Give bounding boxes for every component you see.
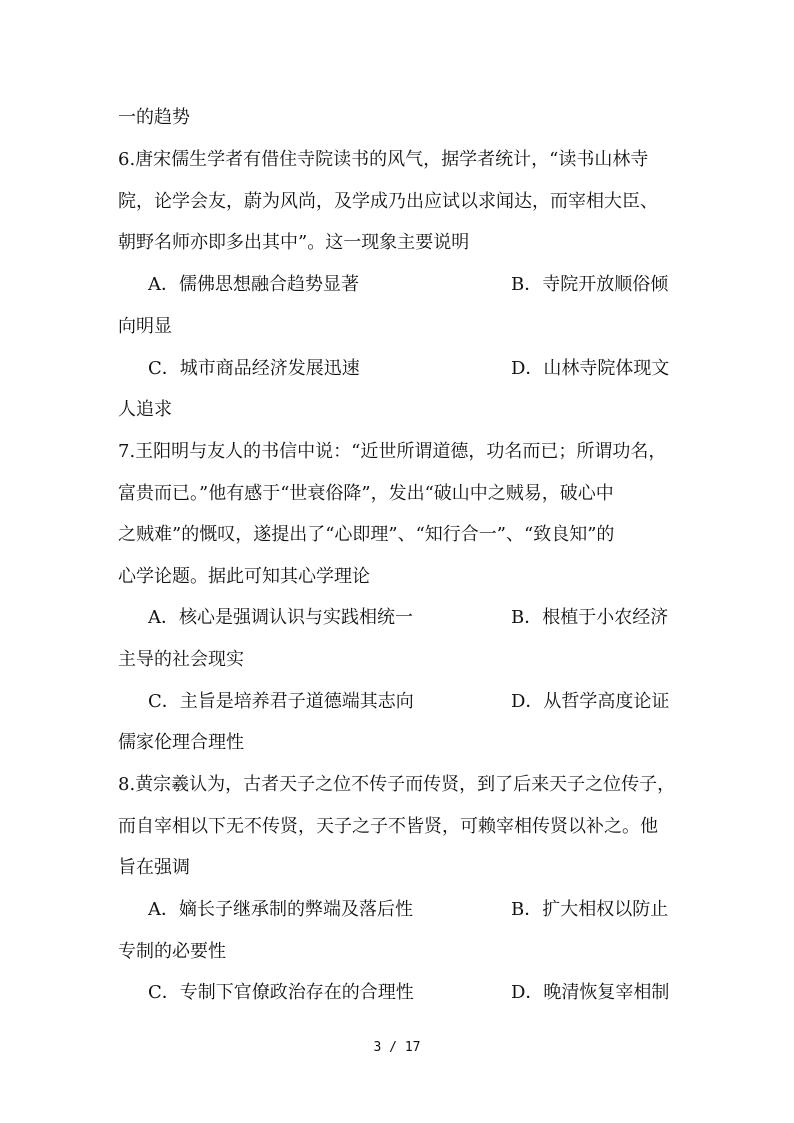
q7-option-b-continued: 主导的社会现实 [118, 649, 244, 670]
q6-option-d: D．山林寺院体现文 [511, 358, 670, 379]
question-6-stem: 朝野名师亦即多出其中”。这一现象主要说明 [118, 232, 470, 253]
page-number: 3 / 17 [373, 1040, 421, 1055]
question-8-stem: 而自宰相以下无不传贤，天子之子不皆贤，可赖宰相传贤以补之。他 [118, 816, 658, 837]
q6-option-b: B．寺院开放顺俗倾 [511, 274, 669, 295]
question-7-stem: 心学论题。据此可知其心学理论 [118, 566, 370, 587]
question-8-stem: 8.黄宗羲认为，古者天子之位不传子而传贤，到了后来天子之位传子， [118, 774, 676, 795]
question-7-stem: 富贵而已。”他有感于“世衰俗降”，发出“破山中之贼易，破心中 [118, 483, 614, 504]
question-8-stem: 旨在强调 [118, 857, 190, 878]
question-6-stem: 院，论学会友，蔚为风尚，及学成乃出应试以求闻达，而宰相大臣、 [118, 191, 658, 212]
q8-option-d: D．晚清恢复宰相制 [511, 982, 670, 1003]
q6-option-a: A．儒佛思想融合趋势显著 [148, 274, 359, 295]
q6-option-b-continued: 向明显 [118, 316, 172, 337]
question-6-stem: 6.唐宋儒生学者有借住寺院读书的风气，据学者统计，“读书山林寺 [118, 149, 649, 170]
q7-option-d-continued: 儒家伦理合理性 [118, 732, 244, 753]
q7-option-a: A．核心是强调认识与实践相统一 [148, 607, 413, 628]
question-7-stem: 之贼难”的慨叹，遂提出了“心即理”、“知行合一”、“致良知”的 [118, 524, 615, 545]
q7-option-c: C．主旨是培养君子道德端其志向 [148, 691, 414, 712]
q8-option-a: A．嫡长子继承制的弊端及落后性 [148, 899, 413, 920]
q8-option-b-continued: 专制的必要性 [118, 941, 226, 962]
text-line: 一的趋势 [118, 107, 190, 128]
q8-option-b: B．扩大相权以防止 [511, 899, 669, 920]
q6-option-c: C．城市商品经济发展迅速 [148, 358, 360, 379]
q6-option-d-continued: 人追求 [118, 399, 172, 420]
q7-option-d: D．从哲学高度论证 [511, 691, 670, 712]
q7-option-b: B．根植于小农经济 [511, 607, 669, 628]
q8-option-c: C．专制下官僚政治存在的合理性 [148, 982, 414, 1003]
question-7-stem: 7.王阳明与友人的书信中说：“近世所谓道德，功名而已；所谓功名， [118, 441, 667, 462]
